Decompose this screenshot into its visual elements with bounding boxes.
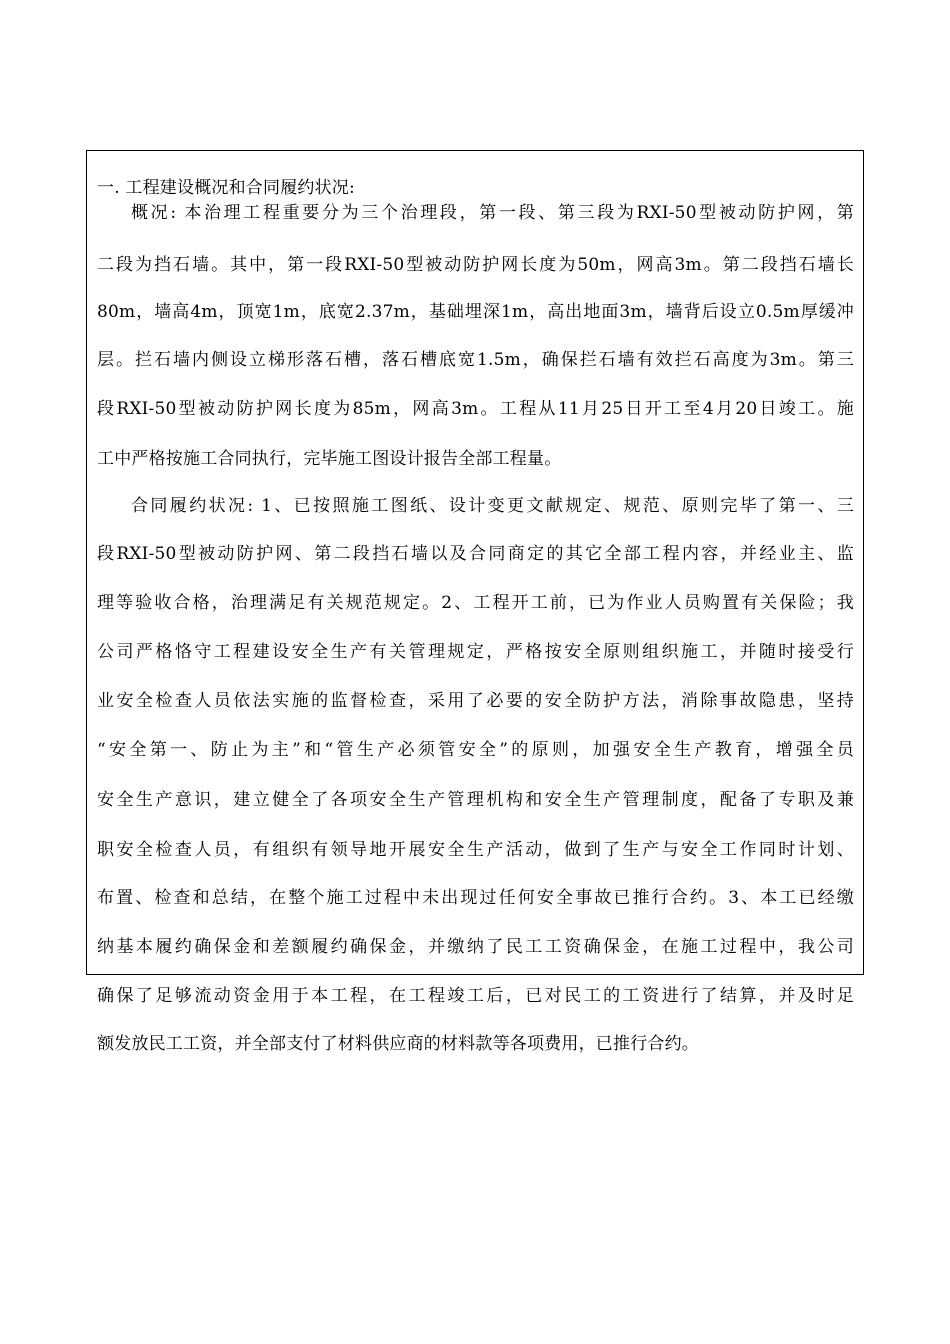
- contract-line: 职安全检查人员，有组织有领导地开展安全生产活动，做到了生产与安全工作同时计划、: [97, 840, 854, 860]
- overview-line: 工中严格按施工合同执行，完毕施工图设计报告全部工程量。: [97, 449, 562, 469]
- section-heading: 一. 工程建设概况和合同履约状况:: [97, 178, 355, 198]
- contract-line: 纳基本履约确保金和差额履约确保金，并缴纳了民工工资确保金，在施工过程中，我公司: [97, 937, 854, 957]
- contract-line: 业安全检查人员依法实施的监督检查，采用了必要的安全防护方法，消除事故隐患，坚持: [97, 691, 854, 711]
- overview-line: 二段为挡石墙。其中，第一段RXI-50型被动防护网长度为50m，网高3m。第二段挡石墙长: [97, 255, 854, 275]
- contract-line: 理等验收合格，治理满足有关规范规定。2、工程开工前，已为作业人员购置有关保险；我: [97, 593, 854, 613]
- overview-line: 概况: 本治理工程重要分为三个治理段，第一段、第三段为RXI-50型被动防护网，第: [131, 203, 854, 223]
- overview-line: 层。拦石墙内侧设立梯形落石槽，落石槽底宽1.5m，确保拦石墙有效拦石高度为3m。第三: [97, 350, 854, 370]
- contract-line: 合同履约状况: 1、已按照施工图纸、设计变更文献规定、规范、原则完毕了第一、三: [131, 496, 854, 516]
- contract-line: “安全第一、防止为主”和“管生产必须管安全”的原则，加强安全生产教育，增强全员: [97, 740, 854, 760]
- contract-line: 段RXI-50型被动防护网、第二段挡石墙以及合同商定的其它全部工程内容，并经业主、监: [97, 544, 854, 564]
- overview-line: 80m，墙高4m，顶宽1m，底宽2.37m，基础埋深1m，高出地面3m，墙背后设立0.5m厚缓冲: [97, 302, 854, 322]
- overview-line: 段RXI-50型被动防护网长度为85m，网高3m。工程从11月25日开工至4月20日竣工。施: [97, 399, 854, 419]
- contract-line: 额发放民工工资，并全部支付了材料供应商的材料款等各项费用，已推行合约。: [97, 1034, 699, 1054]
- contract-line: 布置、检查和总结，在整个施工过程中未出现过任何安全事故已推行合约。3、本工已经缴: [97, 888, 854, 908]
- contract-line: 公司严格恪守工程建设安全生产有关管理规定，严格按安全原则组织施工，并随时接受行: [97, 642, 854, 662]
- contract-line: 确保了足够流动资金用于本工程，在工程竣工后，已对民工的工资进行了结算，并及时足: [97, 986, 854, 1006]
- contract-line: 安全生产意识，建立健全了各项安全生产管理机构和安全生产管理制度，配备了专职及兼: [97, 790, 854, 810]
